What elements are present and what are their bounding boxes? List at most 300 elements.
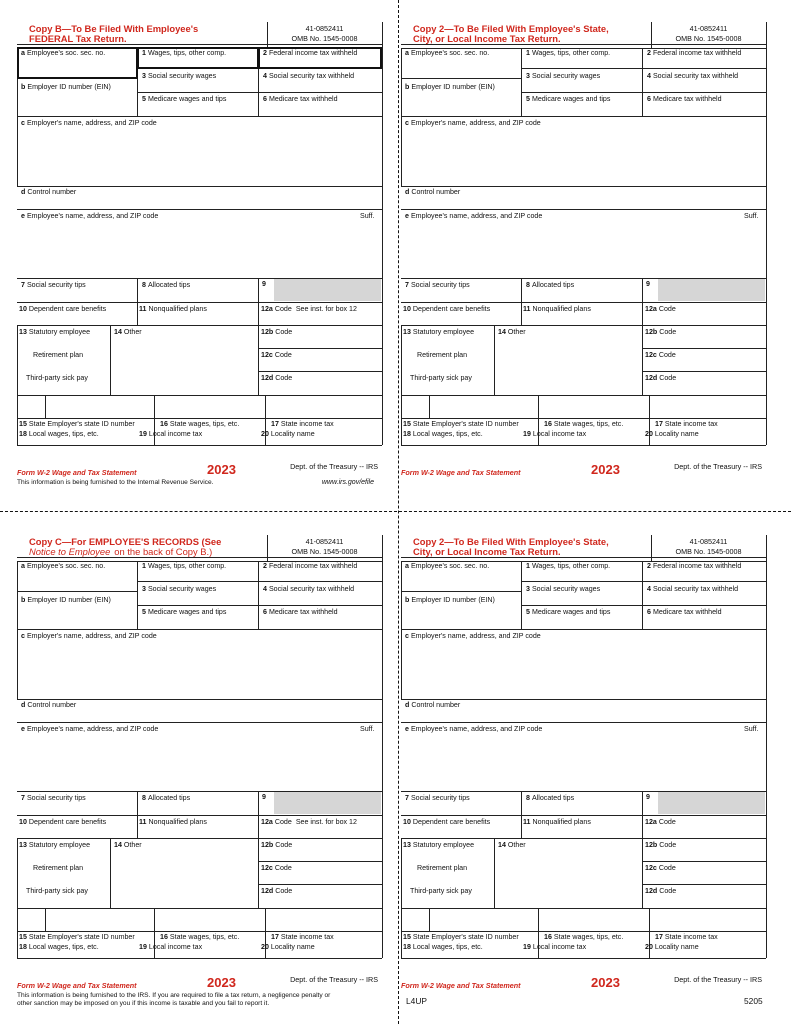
box-12d[interactable]: [261, 375, 292, 383]
box-9-shaded: [658, 792, 765, 814]
box-3-ss-wages-number: 3: [526, 585, 530, 593]
box-1-wages[interactable]: [526, 563, 610, 571]
rule-line: [401, 591, 521, 592]
issuer-block: [651, 537, 766, 556]
rule-line: [17, 838, 18, 958]
box-12a-number: 12a: [645, 818, 657, 826]
box-d-control-number-number: d: [405, 701, 410, 709]
box-e-employee[interactable]: [405, 213, 542, 221]
footer-code-left: L4UP: [406, 996, 427, 1006]
rule-line: [17, 302, 382, 303]
rule-line: [642, 48, 643, 116]
w2-form-copy-2-bottom: [401, 535, 766, 1025]
box-4-ss-tax[interactable]: [647, 586, 738, 594]
box-a-ssn[interactable]: [405, 50, 489, 58]
box-17-state-tax[interactable]: [655, 934, 718, 942]
box-13-statutory-label: Statutory employee: [412, 841, 475, 849]
rule-line: [401, 209, 766, 210]
box-1-wages[interactable]: [142, 50, 226, 58]
box-12c-number: 12c: [261, 864, 273, 872]
box-16-state-wages[interactable]: [544, 934, 623, 942]
box-3-ss-wages-number: 3: [142, 585, 146, 593]
box-15-state[interactable]: [19, 934, 135, 942]
box-11-nonqualified[interactable]: [139, 306, 207, 314]
footer-code-right: 5205: [744, 996, 763, 1006]
box-17-state-tax[interactable]: [655, 421, 718, 429]
issuer-block: [651, 24, 766, 43]
box-a-ssn[interactable]: [21, 563, 105, 571]
box-7-ss-tips-number: 7: [21, 794, 25, 802]
box-b-ein-number: b: [405, 596, 410, 604]
box-15-state[interactable]: [403, 934, 519, 942]
box-15-state-number: 15: [403, 420, 411, 428]
box-17-state-tax-number: 17: [271, 933, 279, 941]
box-2-federal-tax[interactable]: [263, 50, 357, 58]
box-12b[interactable]: [261, 329, 292, 337]
rule-line: [642, 348, 766, 349]
form-title-line-2: City, or Local Income Tax Return.: [413, 546, 561, 558]
box-a-ssn[interactable]: [21, 50, 105, 58]
box-13-sick-pay[interactable]: [410, 375, 472, 383]
box-10-dependent-care[interactable]: [403, 819, 490, 827]
rule-line: [401, 722, 766, 723]
box-b-ein-label: Employer ID number (EIN): [27, 83, 111, 91]
box-20-locality-label: Locality name: [654, 430, 699, 438]
box-12a[interactable]: [645, 819, 676, 827]
box-8-allocated-tips-label: Allocated tips: [147, 281, 191, 289]
box-b-ein[interactable]: [21, 597, 111, 605]
box-1-wages[interactable]: [142, 563, 226, 571]
box-14-other-number: 14: [498, 328, 506, 336]
box-17-state-tax-label: State income tax: [664, 420, 718, 428]
box-17-state-tax-label: State income tax: [664, 933, 718, 941]
box-7-ss-tips[interactable]: [405, 795, 470, 803]
box-10-dependent-care-number: 10: [19, 305, 27, 313]
treasury-dept: Dept. of the Treasury -- IRS: [290, 975, 378, 984]
box-15-state[interactable]: [403, 421, 519, 429]
box-8-allocated-tips-number: 8: [142, 794, 146, 802]
box-11-nonqualified[interactable]: [139, 819, 207, 827]
rule-line: [521, 278, 522, 325]
box-13-sick-pay[interactable]: [26, 888, 88, 896]
box-16-state-wages[interactable]: [544, 421, 623, 429]
box-e-employee[interactable]: [21, 213, 158, 221]
box-5-medicare-wages-number: 5: [142, 95, 146, 103]
box-14-other[interactable]: [498, 329, 526, 337]
form-title-line-2: FEDERAL Tax Return.: [29, 33, 127, 45]
box-17-state-tax[interactable]: [271, 934, 334, 942]
rule-line: [521, 791, 522, 838]
box-15-state-label: State Employer's state ID number: [412, 420, 519, 428]
box-d-control-number-label: Control number: [27, 701, 77, 709]
box-1-wages-label: Wages, tips, other comp.: [147, 562, 227, 570]
box-14-other[interactable]: [114, 329, 142, 337]
box-18-local-wages-number: 18: [19, 430, 27, 438]
box-6-medicare-tax[interactable]: [263, 609, 338, 617]
box-19-local-tax[interactable]: [523, 431, 586, 439]
box-2-federal-tax-label: Federal income tax withheld: [652, 49, 742, 57]
box-a-ssn[interactable]: [405, 563, 489, 571]
box-19-local-tax[interactable]: [139, 431, 202, 439]
box-9-number: 9: [646, 280, 650, 288]
box-12c[interactable]: [645, 865, 676, 873]
rule-line: [258, 884, 382, 885]
box-19-local-tax[interactable]: [523, 944, 586, 952]
box-13-statutory-label: Statutory employee: [412, 328, 475, 336]
box-5-medicare-wages[interactable]: [526, 609, 610, 617]
box-12d[interactable]: [645, 375, 676, 383]
box-c-employer-label: Employer's name, address, and ZIP code: [410, 119, 541, 127]
box-1-wages-label: Wages, tips, other comp.: [531, 562, 611, 570]
box-20-locality-label: Locality name: [270, 430, 315, 438]
box-13-statutory-number: 13: [19, 328, 27, 336]
box-6-medicare-tax-label: Medicare tax withheld: [268, 95, 338, 103]
box-18-local-wages-number: 18: [19, 943, 27, 951]
box-a-ssn-label: Employee's soc. sec. no.: [410, 562, 490, 570]
rule-line: [401, 302, 766, 303]
box-13-sick-pay[interactable]: [410, 888, 472, 896]
box-15-state-number: 15: [403, 933, 411, 941]
box-8-allocated-tips[interactable]: [526, 795, 574, 803]
w2-form-copy-b: [17, 22, 382, 512]
box-13-statutory[interactable]: [19, 329, 90, 337]
box-1-wages[interactable]: [526, 50, 610, 58]
rule-line: [642, 278, 643, 395]
box-18-local-wages-label: Local wages, tips, etc.: [28, 943, 99, 951]
box-18-local-wages[interactable]: [19, 944, 99, 952]
box-b-ein[interactable]: [405, 84, 495, 92]
box-20-locality[interactable]: [645, 944, 699, 952]
box-17-state-tax[interactable]: [271, 421, 334, 429]
box-4-ss-tax[interactable]: [263, 73, 354, 81]
rule-line: [45, 908, 46, 931]
box-12a[interactable]: [261, 306, 357, 314]
box-d-control-number[interactable]: [405, 189, 460, 197]
box-8-allocated-tips[interactable]: [142, 795, 190, 803]
box-13-retirement-label: Retirement plan: [417, 351, 468, 359]
box-b-ein-number: b: [21, 83, 26, 91]
box-5-medicare-wages-number: 5: [526, 608, 530, 616]
box-12d[interactable]: [645, 888, 676, 896]
rule-line: [401, 116, 766, 117]
box-15-state-label: State Employer's state ID number: [28, 420, 135, 428]
box-c-employer-number: c: [405, 119, 409, 127]
box-a-ssn-label: Employee's soc. sec. no.: [26, 49, 106, 57]
form-title-line-2: [29, 547, 269, 557]
box-c-employer[interactable]: [405, 120, 541, 128]
box-12a-number: 12a: [261, 818, 273, 826]
rule-line: [137, 278, 138, 325]
suffix-label: Suff.: [744, 725, 759, 733]
tax-year: 2023: [591, 975, 620, 990]
box-7-ss-tips-label: Social security tips: [26, 281, 86, 289]
rule-line: [494, 838, 495, 908]
box-18-local-wages[interactable]: [403, 944, 483, 952]
box-20-locality-number: 20: [261, 943, 269, 951]
rule-line: [382, 22, 383, 445]
box-10-dependent-care-label: Dependent care benefits: [412, 305, 491, 313]
box-8-allocated-tips-number: 8: [142, 281, 146, 289]
rule-line: [258, 278, 259, 395]
box-2-federal-tax[interactable]: [263, 563, 357, 571]
rule-line: [401, 44, 766, 45]
box-12c-label: Code: [658, 351, 676, 359]
box-c-employer[interactable]: [405, 633, 541, 641]
box-8-allocated-tips-number: 8: [526, 794, 530, 802]
treasury-dept: Dept. of the Treasury -- IRS: [290, 462, 378, 471]
form-title: [413, 24, 653, 44]
box-13-statutory[interactable]: [403, 329, 474, 337]
rule-line: [642, 371, 766, 372]
box-14-other-label: Other: [123, 841, 142, 849]
box-4-ss-tax[interactable]: [263, 586, 354, 594]
form-title-rest: on the back of Copy B.): [114, 546, 213, 558]
box-14-other-number: 14: [498, 841, 506, 849]
box-6-medicare-tax[interactable]: [263, 96, 338, 104]
form-note: This information is being furnished to the IRS. If you are required to file a tax return, a negligence penalty or other sanction may be imposed on you if this income is taxable and you fail to report it.: [17, 992, 331, 1007]
rule-line: [17, 325, 18, 445]
box-12c-label: Code: [274, 864, 292, 872]
box-18-local-wages-number: 18: [403, 943, 411, 951]
box-11-nonqualified[interactable]: [523, 306, 591, 314]
box-7-ss-tips[interactable]: [405, 282, 470, 290]
box-9-shaded: [274, 792, 381, 814]
box-12b[interactable]: [645, 329, 676, 337]
box-4-ss-tax-number: 4: [647, 585, 651, 593]
box-a-ssn-number: a: [405, 562, 409, 570]
box-12c[interactable]: [645, 352, 676, 360]
treasury-dept: Dept. of the Treasury -- IRS: [674, 975, 762, 984]
box-5-medicare-wages[interactable]: [526, 96, 610, 104]
box-13-retirement[interactable]: [33, 865, 83, 873]
rule-line: [17, 958, 382, 959]
box-12a[interactable]: [645, 306, 676, 314]
box-3-ss-wages[interactable]: [526, 73, 600, 81]
rule-line: [401, 186, 766, 187]
box-16-state-wages[interactable]: [160, 934, 239, 942]
box-e-employee-number: e: [21, 212, 25, 220]
box-4-ss-tax-label: Social security tax withheld: [652, 72, 739, 80]
box-20-locality[interactable]: [261, 944, 315, 952]
box-13-sick-pay-label: Third-party sick pay: [26, 887, 88, 895]
box-10-dependent-care-label: Dependent care benefits: [412, 818, 491, 826]
box-20-locality-number: 20: [261, 430, 269, 438]
box-2-federal-tax-label: Federal income tax withheld: [268, 562, 358, 570]
rule-line: [401, 815, 766, 816]
box-15-state[interactable]: [19, 421, 135, 429]
box-19-local-tax-number: 19: [139, 430, 147, 438]
suffix-label: Suff.: [360, 212, 375, 220]
box-12c-number: 12c: [645, 351, 657, 359]
box-15-state-number: 15: [19, 420, 27, 428]
rule-line: [766, 22, 767, 445]
box-12b-number: 12b: [261, 328, 274, 336]
box-16-state-wages[interactable]: [160, 421, 239, 429]
box-12a-instruction: See inst. for box 12: [295, 818, 357, 826]
issuer-ein: 41-0852411: [305, 537, 344, 546]
issuer-ein: 41-0852411: [305, 24, 344, 33]
box-18-local-wages[interactable]: [403, 431, 483, 439]
box-6-medicare-tax-label: Medicare tax withheld: [652, 95, 722, 103]
issuer-block: [267, 537, 382, 556]
box-10-dependent-care-number: 10: [403, 305, 411, 313]
rule-line: [17, 629, 382, 630]
box-12b-number: 12b: [261, 841, 274, 849]
rule-line: [429, 395, 430, 418]
rule-line: [137, 581, 382, 582]
box-a-ssn-label: Employee's soc. sec. no.: [26, 562, 106, 570]
box-9-number: 9: [646, 793, 650, 801]
box-18-local-wages-label: Local wages, tips, etc.: [412, 430, 483, 438]
box-13-sick-pay-label: Third-party sick pay: [26, 374, 88, 382]
box-2-federal-tax-number: 2: [647, 562, 651, 570]
box-11-nonqualified-number: 11: [139, 818, 147, 826]
box-12c-number: 12c: [645, 864, 657, 872]
box-3-ss-wages-label: Social security wages: [531, 72, 601, 80]
box-3-ss-wages-label: Social security wages: [147, 72, 217, 80]
box-d-control-number-number: d: [405, 188, 410, 196]
form-name: Form W-2 Wage and Tax Statement: [401, 981, 521, 990]
form-title-line-1: Copy B—To Be Filed With Employee's: [29, 23, 199, 34]
form-title: [413, 537, 653, 557]
box-3-ss-wages[interactable]: [526, 586, 600, 594]
box-11-nonqualified-number: 11: [139, 305, 147, 313]
box-14-other[interactable]: [114, 842, 142, 850]
box-14-other-label: Other: [123, 328, 142, 336]
box-12c[interactable]: [261, 352, 292, 360]
box-17-state-tax-number: 17: [655, 420, 663, 428]
rule-line: [17, 591, 137, 592]
box-a-ssn-number: a: [21, 49, 25, 57]
box-14-other-number: 14: [114, 328, 122, 336]
box-18-local-wages[interactable]: [19, 431, 99, 439]
box-12b-label: Code: [659, 328, 677, 336]
box-9-number: 9: [262, 793, 266, 801]
box-e-employee[interactable]: [21, 726, 158, 734]
box-12b[interactable]: [261, 842, 292, 850]
box-e-employee[interactable]: [405, 726, 542, 734]
omb-number: OMB No. 1545-0008: [675, 546, 742, 556]
box-3-ss-wages-label: Social security wages: [531, 585, 601, 593]
box-12c[interactable]: [261, 865, 292, 873]
rule-line: [258, 371, 382, 372]
box-8-allocated-tips[interactable]: [142, 282, 190, 290]
box-6-medicare-tax-number: 6: [263, 95, 267, 103]
form-title-notice: Notice to Employee: [29, 546, 111, 558]
box-10-dependent-care[interactable]: [19, 819, 106, 827]
box-19-local-tax[interactable]: [139, 944, 202, 952]
box-b-ein[interactable]: [405, 597, 495, 605]
rule-line: [17, 418, 382, 419]
rule-line: [642, 791, 643, 908]
box-12b[interactable]: [645, 842, 676, 850]
box-11-nonqualified[interactable]: [523, 819, 591, 827]
box-18-local-wages-label: Local wages, tips, etc.: [28, 430, 99, 438]
box-c-employer[interactable]: [21, 633, 157, 641]
box-14-other[interactable]: [498, 842, 526, 850]
box-16-state-wages-label: State wages, tips, etc.: [553, 420, 624, 428]
box-5-medicare-wages[interactable]: [142, 609, 226, 617]
box-14-other-label: Other: [507, 328, 526, 336]
omb-number: OMB No. 1545-0008: [291, 546, 358, 556]
box-b-ein-number: b: [21, 596, 26, 604]
box-20-locality[interactable]: [645, 431, 699, 439]
box-2-federal-tax[interactable]: [647, 563, 741, 571]
rule-line: [17, 699, 382, 700]
box-13-statutory[interactable]: [19, 842, 90, 850]
box-d-control-number[interactable]: [405, 702, 460, 710]
box-d-control-number-number: d: [21, 701, 26, 709]
box-d-control-number[interactable]: [21, 702, 76, 710]
box-8-allocated-tips-number: 8: [526, 281, 530, 289]
rule-line: [17, 815, 382, 816]
rule-line: [17, 445, 382, 446]
box-6-medicare-tax[interactable]: [647, 96, 722, 104]
box-4-ss-tax[interactable]: [647, 73, 738, 81]
box-2-federal-tax-label: Federal income tax withheld: [652, 562, 742, 570]
issuer-ein: 41-0852411: [689, 24, 728, 33]
box-c-employer-label: Employer's name, address, and ZIP code: [26, 119, 157, 127]
rule-line: [17, 908, 382, 909]
form-name: Form W-2 Wage and Tax Statement: [17, 981, 137, 990]
box-13-retirement[interactable]: [417, 865, 467, 873]
box-c-employer[interactable]: [21, 120, 157, 128]
box-11-nonqualified-label: Nonqualified plans: [148, 305, 207, 313]
box-3-ss-wages[interactable]: [142, 73, 216, 81]
box-12a-number: 12a: [261, 305, 273, 313]
box-b-ein[interactable]: [21, 84, 111, 92]
box-3-ss-wages[interactable]: [142, 586, 216, 594]
box-2-federal-tax-number: 2: [263, 49, 267, 57]
suffix-label: Suff.: [360, 725, 375, 733]
box-13-retirement[interactable]: [417, 352, 467, 360]
box-10-dependent-care[interactable]: [19, 306, 106, 314]
box-12a[interactable]: [261, 819, 357, 827]
box-5-medicare-wages-number: 5: [142, 608, 146, 616]
box-15-state-label: State Employer's state ID number: [28, 933, 135, 941]
rule-line: [137, 791, 138, 838]
box-7-ss-tips-label: Social security tips: [26, 794, 86, 802]
box-13-retirement[interactable]: [33, 352, 83, 360]
box-7-ss-tips-label: Social security tips: [410, 281, 470, 289]
box-10-dependent-care-label: Dependent care benefits: [28, 818, 107, 826]
box-11-nonqualified-label: Nonqualified plans: [532, 305, 591, 313]
box-7-ss-tips[interactable]: [21, 795, 86, 803]
box-12d[interactable]: [261, 888, 292, 896]
rule-line: [401, 699, 766, 700]
box-13-retirement-label: Retirement plan: [417, 864, 468, 872]
box-3-ss-wages-number: 3: [142, 72, 146, 80]
box-13-sick-pay[interactable]: [26, 375, 88, 383]
box-2-federal-tax[interactable]: [647, 50, 741, 58]
box-8-allocated-tips[interactable]: [526, 282, 574, 290]
box-b-ein-label: Employer ID number (EIN): [411, 596, 495, 604]
box-10-dependent-care[interactable]: [403, 306, 490, 314]
form-title-line-1: Copy 2—To Be Filed With Employee's State,: [413, 536, 609, 547]
box-13-statutory-number: 13: [403, 328, 411, 336]
rule-line: [429, 908, 430, 931]
box-7-ss-tips[interactable]: [21, 282, 86, 290]
box-6-medicare-tax[interactable]: [647, 609, 722, 617]
box-5-medicare-wages[interactable]: [142, 96, 226, 104]
rule-line: [137, 92, 382, 93]
box-d-control-number[interactable]: [21, 189, 76, 197]
box-12a-label: Code: [274, 818, 292, 826]
box-1-wages-number: 1: [142, 562, 146, 570]
box-20-locality[interactable]: [261, 431, 315, 439]
box-13-statutory[interactable]: [403, 842, 474, 850]
form-name: Form W-2 Wage and Tax Statement: [17, 468, 137, 477]
